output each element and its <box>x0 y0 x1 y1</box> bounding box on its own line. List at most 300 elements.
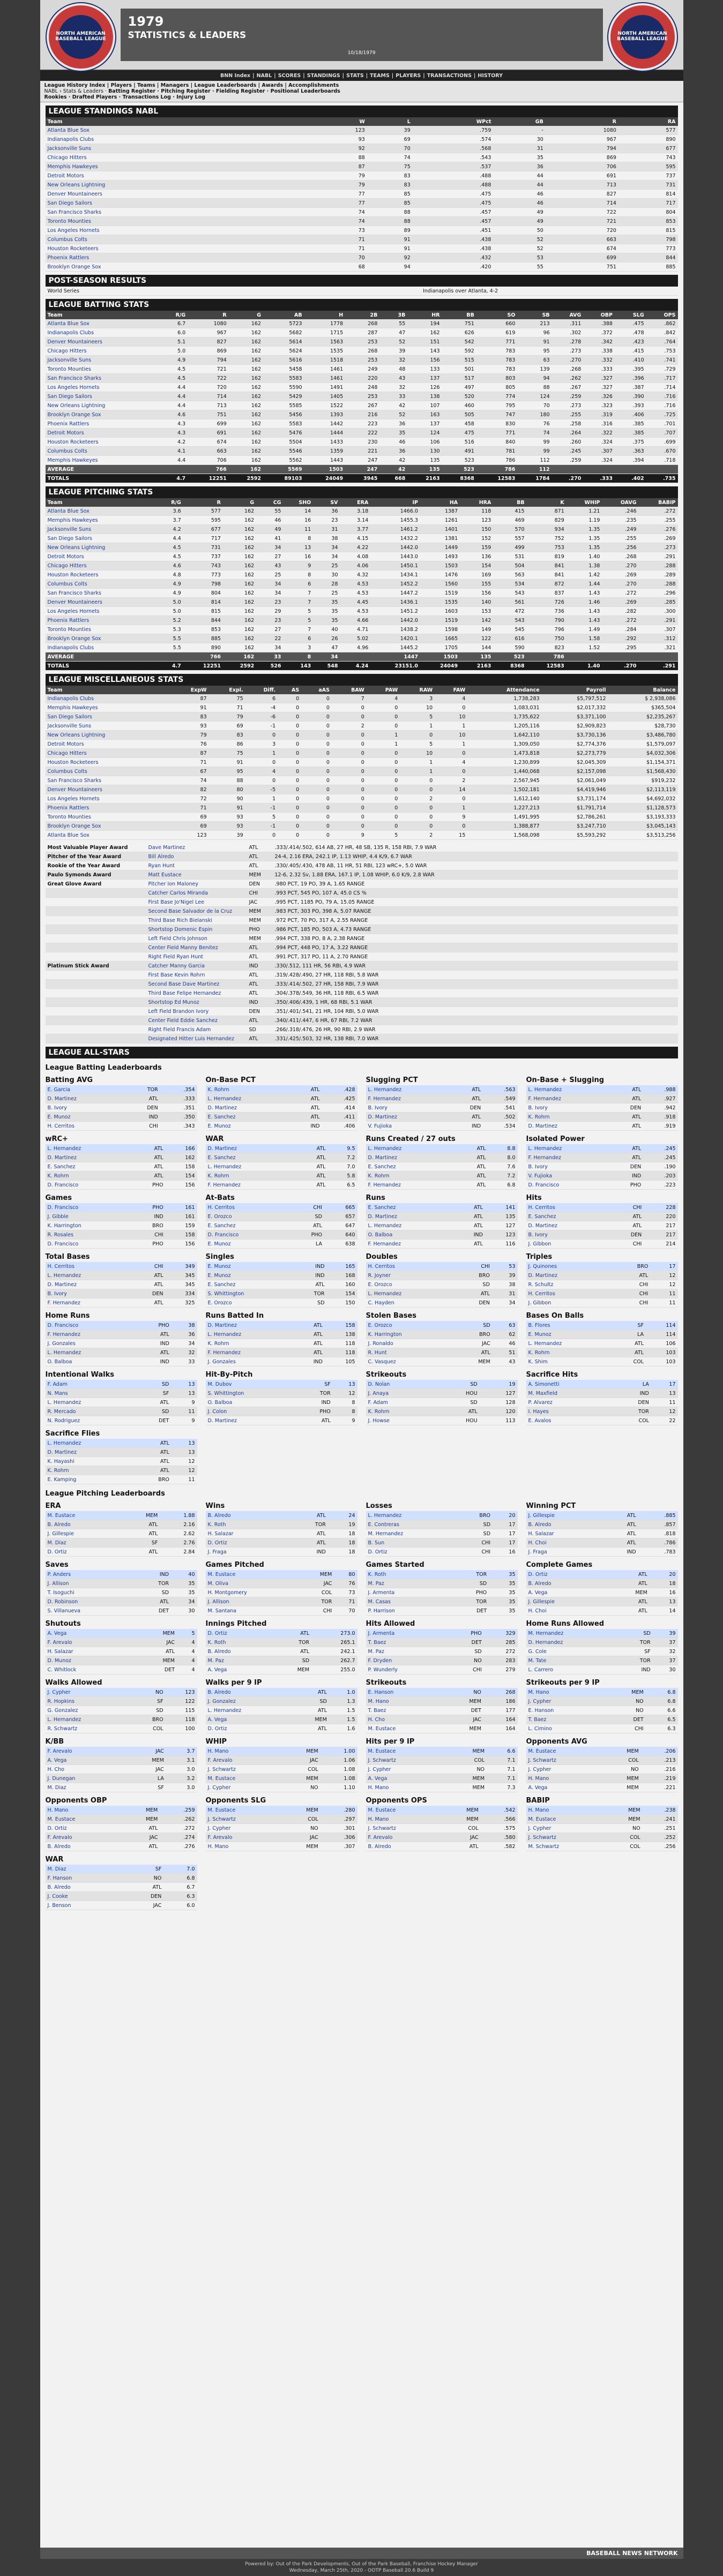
player-link[interactable]: H. Choi <box>526 1606 607 1616</box>
team-abbr[interactable]: ATL <box>604 1529 638 1538</box>
team-abbr[interactable]: DET <box>603 1715 646 1724</box>
nav-scores[interactable]: SCORES <box>278 73 301 79</box>
team-abbr[interactable]: ATL <box>287 1529 328 1538</box>
team-abbr[interactable]: SD <box>457 1529 493 1538</box>
player-link[interactable]: J. Schwartz <box>206 1765 282 1774</box>
player-link[interactable]: B. Ivory <box>526 1162 610 1171</box>
player-link[interactable]: L. Hernandez <box>46 1144 131 1153</box>
team-abbr[interactable]: IND <box>136 1339 172 1348</box>
team-abbr[interactable]: ATL <box>296 1153 327 1162</box>
team-abbr[interactable]: ATL <box>292 1085 322 1094</box>
team-abbr[interactable]: DEN <box>610 1103 644 1113</box>
player-link[interactable]: M. Diaz <box>46 1783 125 1792</box>
player-link[interactable]: L. Hernandez <box>206 1094 292 1103</box>
team-abbr[interactable]: DET <box>135 1606 171 1616</box>
team-abbr[interactable]: ATL <box>292 1688 329 1697</box>
team-abbr[interactable]: DET <box>444 1706 483 1715</box>
team-abbr[interactable]: ATL <box>294 1280 327 1289</box>
player-link[interactable]: B. Ivory <box>46 1289 131 1298</box>
player-link[interactable]: B. Alredo <box>206 1511 287 1520</box>
team-abbr[interactable]: DEN <box>610 1162 644 1171</box>
player-link[interactable]: K. Rohrn <box>46 1171 131 1181</box>
player-link[interactable]: J. Cypher <box>526 1765 602 1774</box>
team-abbr[interactable]: ATL <box>135 1439 172 1448</box>
nav-nabl[interactable]: NABL <box>256 73 272 79</box>
team-abbr[interactable]: MEM <box>446 1774 487 1783</box>
team-abbr[interactable]: SD <box>449 1579 489 1588</box>
award-player-link[interactable]: Bill Alredo <box>146 852 247 861</box>
player-link[interactable]: F. Arevalo <box>46 1747 125 1756</box>
team-abbr[interactable]: TOR <box>299 1597 334 1606</box>
nav-players[interactable]: PLAYERS <box>396 73 421 79</box>
team-abbr[interactable]: TOR <box>449 1570 489 1579</box>
player-link[interactable]: N. Rodriguez <box>46 1416 137 1425</box>
award-team[interactable]: ATL <box>247 1016 273 1025</box>
col-header[interactable]: Payroll <box>542 686 608 694</box>
team-link[interactable]: Houston Rocketeers <box>46 758 169 767</box>
player-link[interactable]: J. Schwartz <box>206 1815 282 1824</box>
team-abbr[interactable]: DEN <box>124 1103 160 1113</box>
team-abbr[interactable]: SD <box>131 1706 165 1715</box>
team-abbr[interactable]: CHI <box>448 1665 484 1674</box>
team-abbr[interactable]: PHO <box>448 1629 484 1638</box>
team-link[interactable]: Memphis Hawkeyes <box>46 703 169 712</box>
team-abbr[interactable]: IND <box>604 1548 638 1557</box>
player-link[interactable]: L. Cimino <box>526 1724 603 1733</box>
player-link[interactable]: H. Salazar <box>206 1529 287 1538</box>
player-link[interactable]: E. Sanchez <box>366 1162 457 1171</box>
team-abbr[interactable]: SD <box>437 1380 480 1389</box>
team-link[interactable]: Houston Rocketeers <box>46 244 308 253</box>
team-abbr[interactable]: TOR <box>618 1656 653 1665</box>
player-link[interactable]: F. Arevalo <box>366 1833 442 1842</box>
team-abbr[interactable]: LA <box>613 1330 646 1339</box>
team-abbr[interactable]: PHO <box>131 1240 165 1249</box>
team-abbr[interactable]: JAC <box>133 1638 177 1647</box>
player-link[interactable]: A. Vega <box>46 1756 125 1765</box>
col-header[interactable]: SLG <box>615 311 646 319</box>
player-link[interactable]: H. Mano <box>206 1747 282 1756</box>
team-abbr[interactable]: ATL <box>456 1289 492 1298</box>
team-abbr[interactable]: ATL <box>610 1085 644 1094</box>
col-header[interactable]: K <box>527 498 567 507</box>
team-abbr[interactable]: IND <box>614 1389 651 1398</box>
team-abbr[interactable]: ATL <box>456 1171 488 1181</box>
player-link[interactable]: K. Rohrn <box>206 1339 294 1348</box>
team-abbr[interactable]: BRO <box>612 1262 651 1271</box>
player-link[interactable]: S. Whittington <box>206 1289 294 1298</box>
player-link[interactable]: M. Eustace <box>46 1815 122 1824</box>
player-link[interactable]: J. Benson <box>46 1901 123 1910</box>
team-abbr[interactable]: ATL <box>607 1597 650 1606</box>
player-link[interactable]: L. Hernandez <box>46 1715 131 1724</box>
team-link[interactable]: Indianapolis Clubs <box>46 694 169 703</box>
award-team[interactable]: SD <box>247 1025 273 1034</box>
player-link[interactable]: D. Ortiz <box>366 1548 457 1557</box>
player-link[interactable]: D. Martinez <box>206 1103 292 1113</box>
team-abbr[interactable]: ATL <box>136 1398 171 1407</box>
award-team[interactable]: IND <box>247 998 273 1007</box>
team-abbr[interactable]: ATL <box>296 1144 327 1153</box>
team-abbr[interactable]: IND <box>294 1262 327 1271</box>
player-link[interactable]: M. Eustace <box>366 1724 444 1733</box>
col-header[interactable]: BAW <box>332 686 367 694</box>
player-link[interactable]: D. Martinez <box>526 1271 612 1280</box>
team-link[interactable]: New Orleans Lightning <box>46 401 161 410</box>
team-link[interactable]: Houston Rocketeers <box>46 438 161 447</box>
team-abbr[interactable]: MEM <box>272 1665 311 1674</box>
col-header[interactable]: aAS <box>301 686 332 694</box>
player-link[interactable]: H. Cerritos <box>366 1262 456 1271</box>
player-link[interactable]: J. Cypher <box>206 1824 282 1833</box>
team-abbr[interactable]: SD <box>454 1321 493 1330</box>
team-abbr[interactable]: IND <box>618 1665 653 1674</box>
team-abbr[interactable]: ATL <box>604 1511 638 1520</box>
team-abbr[interactable]: SF <box>131 1697 165 1706</box>
team-link[interactable]: New Orleans Lightning <box>46 181 308 190</box>
player-link[interactable]: L. Hernandez <box>206 1162 296 1171</box>
player-link[interactable]: E. Kamping <box>46 1475 136 1484</box>
team-abbr[interactable]: MEM <box>446 1783 487 1792</box>
player-link[interactable]: J. Cypher <box>206 1783 282 1792</box>
player-link[interactable]: B. Alredo <box>526 1520 604 1529</box>
team-abbr[interactable]: ATL <box>610 1113 644 1122</box>
team-abbr[interactable]: ATL <box>123 1883 163 1892</box>
team-abbr[interactable]: ATL <box>272 1629 311 1638</box>
award-team[interactable]: ATL <box>247 943 273 952</box>
team-abbr[interactable]: ATL <box>131 1280 165 1289</box>
col-header[interactable]: L <box>367 117 413 126</box>
team-abbr[interactable]: SF <box>613 1321 646 1330</box>
team-abbr[interactable]: JAC <box>123 1901 163 1910</box>
team-abbr[interactable]: ATL <box>131 1298 165 1308</box>
team-abbr[interactable]: SD <box>292 1697 329 1706</box>
team-abbr[interactable]: NO <box>446 1765 487 1774</box>
team-abbr[interactable]: IND <box>294 1271 327 1280</box>
team-abbr[interactable]: MEM <box>121 1511 160 1520</box>
player-link[interactable]: E. Munoz <box>206 1271 294 1280</box>
player-link[interactable]: D. Francisco <box>526 1181 610 1190</box>
player-link[interactable]: H. Salazar <box>526 1529 604 1538</box>
player-link[interactable]: M. Paz <box>206 1656 272 1665</box>
team-abbr[interactable]: ATL <box>453 1203 485 1212</box>
player-link[interactable]: J. Gillespie <box>526 1597 607 1606</box>
team-abbr[interactable]: DEN <box>123 1892 163 1901</box>
player-link[interactable]: J. Gibble <box>46 1212 131 1221</box>
team-abbr[interactable]: PHO <box>136 1321 172 1330</box>
team-abbr[interactable]: ATL <box>293 1330 324 1339</box>
team-link[interactable]: Detroit Motors <box>46 429 161 438</box>
player-link[interactable]: D. Ortiz <box>46 1824 122 1833</box>
col-header[interactable]: WPct <box>413 117 494 126</box>
team-link[interactable]: Atlanta Blue Sox <box>46 126 308 135</box>
team-abbr[interactable]: ATL <box>292 1706 329 1715</box>
team-abbr[interactable]: PHO <box>131 1203 165 1212</box>
player-link[interactable]: C. Hayden <box>366 1298 456 1308</box>
player-link[interactable]: M. Eustace <box>46 1511 122 1520</box>
team-abbr[interactable]: MEM <box>607 1588 650 1597</box>
player-link[interactable]: D. Martinez <box>46 1153 131 1162</box>
team-abbr[interactable]: ATL <box>607 1579 650 1588</box>
col-header[interactable]: OBP <box>583 311 615 319</box>
player-link[interactable]: L. Hernandez <box>206 1706 292 1715</box>
player-link[interactable]: B. Ivory <box>526 1230 607 1240</box>
team-abbr[interactable]: BRO <box>457 1511 493 1520</box>
team-abbr[interactable]: MEM <box>282 1806 320 1815</box>
player-link[interactable]: J. Schwartz <box>526 1833 606 1842</box>
player-link[interactable]: H. Mano <box>526 1774 602 1783</box>
team-abbr[interactable]: NO <box>606 1824 643 1833</box>
team-abbr[interactable]: CHI <box>131 1262 165 1271</box>
team-abbr[interactable]: CHI <box>612 1289 651 1298</box>
player-link[interactable]: L. Hernandez <box>46 1348 136 1357</box>
player-link[interactable]: M. Dubov <box>206 1380 299 1389</box>
team-abbr[interactable]: MEM <box>442 1815 481 1824</box>
player-link[interactable]: K. Rohrn <box>366 1171 457 1181</box>
team-abbr[interactable]: SF <box>136 1389 171 1398</box>
award-player-link[interactable]: Catcher Carlos Miranda <box>146 889 247 898</box>
col-header[interactable]: BB <box>442 311 476 319</box>
player-link[interactable]: L. Hernandez <box>526 1144 610 1153</box>
col-header[interactable]: Expl. <box>209 686 245 694</box>
player-link[interactable]: H. Cerritos <box>206 1203 289 1212</box>
player-link[interactable]: G. Cole <box>526 1647 618 1656</box>
player-link[interactable]: F. Adam <box>366 1398 437 1407</box>
team-abbr[interactable]: LA <box>614 1380 651 1389</box>
player-link[interactable]: O. Balboa <box>46 1357 136 1366</box>
team-abbr[interactable]: ATL <box>131 1144 165 1153</box>
team-abbr[interactable]: IND <box>298 1398 333 1407</box>
player-link[interactable]: E. Orozco <box>206 1298 294 1308</box>
team-abbr[interactable]: NO <box>131 1688 165 1697</box>
award-team[interactable]: ATL <box>247 1034 273 1043</box>
team-abbr[interactable]: SD <box>618 1629 653 1638</box>
player-link[interactable]: B. Alredo <box>46 1842 122 1851</box>
team-abbr[interactable]: NO <box>602 1765 641 1774</box>
player-link[interactable]: D. Francisco <box>206 1230 289 1240</box>
team-abbr[interactable]: CHI <box>124 1122 160 1131</box>
player-link[interactable]: L. Hernandez <box>366 1085 450 1094</box>
team-abbr[interactable]: NO <box>123 1874 163 1883</box>
col-header[interactable]: Balance <box>608 686 678 694</box>
award-player-link[interactable]: First Base Jo'Nigel Lee <box>146 898 247 907</box>
team-abbr[interactable]: ATL <box>613 1348 646 1357</box>
team-abbr[interactable]: ATL <box>453 1221 485 1230</box>
team-abbr[interactable]: MEM <box>125 1756 166 1765</box>
player-link[interactable]: D. Francisco <box>46 1181 131 1190</box>
player-link[interactable]: K. Harrington <box>46 1221 131 1230</box>
award-player-link[interactable]: Left Field Chris Johnson <box>146 934 247 943</box>
team-link[interactable]: San Francisco Sharks <box>46 374 161 383</box>
team-link[interactable]: Phoenix Rattlers <box>46 803 169 813</box>
team-abbr[interactable]: ATL <box>121 1842 160 1851</box>
col-header[interactable]: H <box>304 311 346 319</box>
player-link[interactable]: K. Rohrn <box>46 1466 136 1475</box>
team-link[interactable]: Indianapolis Clubs <box>46 135 308 144</box>
team-abbr[interactable]: MEM <box>444 1724 483 1733</box>
award-team[interactable]: MEM <box>247 916 273 925</box>
team-abbr[interactable]: NO <box>448 1656 484 1665</box>
award-team[interactable]: ATL <box>247 989 273 998</box>
team-abbr[interactable]: ATL <box>437 1407 480 1416</box>
player-link[interactable]: E. Hanson <box>526 1706 603 1715</box>
team-abbr[interactable]: ATL <box>607 1221 644 1230</box>
award-player-link[interactable]: Designated Hitter Luis Hernandez <box>146 1034 247 1043</box>
player-link[interactable]: J. Colon <box>206 1407 299 1416</box>
team-link[interactable]: Chicago Hitters <box>46 561 158 570</box>
team-abbr[interactable]: DEN <box>456 1298 492 1308</box>
col-header[interactable]: GB <box>493 117 545 126</box>
team-link[interactable]: Columbus Colts <box>46 767 169 776</box>
award-player-link[interactable]: Third Base Rich Bielanski <box>146 916 247 925</box>
award-team[interactable]: ATL <box>247 952 273 962</box>
team-link[interactable]: Toronto Mounties <box>46 813 169 822</box>
subnav-links-extra[interactable]: Rookies · Drafted Players · Transactions Log · Injury Log <box>44 94 206 100</box>
team-abbr[interactable]: MEM <box>444 1697 483 1706</box>
team-abbr[interactable]: LA <box>125 1774 166 1783</box>
team-abbr[interactable]: ATL <box>450 1094 483 1103</box>
player-link[interactable]: J. Gonzales <box>46 1339 136 1348</box>
player-link[interactable]: D. Ortiz <box>206 1629 272 1638</box>
award-player-link[interactable]: Dave Martinez <box>146 843 247 852</box>
team-abbr[interactable]: ATL <box>610 1094 644 1103</box>
team-link[interactable]: Brooklyn Orange Sox <box>46 262 308 272</box>
player-link[interactable]: J. Cypher <box>526 1697 603 1706</box>
team-abbr[interactable]: IND <box>287 1548 328 1557</box>
team-abbr[interactable]: ATL <box>610 1153 644 1162</box>
player-link[interactable]: D. Francisco <box>46 1240 131 1249</box>
player-link[interactable]: D. Ortiz <box>526 1570 607 1579</box>
col-header[interactable]: ERA <box>340 498 371 507</box>
team-abbr[interactable]: ATL <box>121 1529 160 1538</box>
team-abbr[interactable]: ATL <box>298 1416 333 1425</box>
team-abbr[interactable]: ATL <box>456 1162 488 1171</box>
col-header[interactable]: OPS <box>646 311 678 319</box>
player-link[interactable]: E. Orozco <box>366 1280 456 1289</box>
player-link[interactable]: B. Alredo <box>366 1842 442 1851</box>
player-link[interactable]: K. Hayashi <box>46 1457 136 1466</box>
team-abbr[interactable]: MEM <box>292 1715 329 1724</box>
team-abbr[interactable]: ATL <box>272 1647 311 1656</box>
team-link[interactable]: Atlanta Blue Sox <box>46 831 169 840</box>
player-link[interactable]: M. Diaz <box>46 1538 122 1548</box>
team-link[interactable]: Houston Rocketeers <box>46 570 158 580</box>
team-abbr[interactable]: ATL <box>293 1321 324 1330</box>
team-abbr[interactable]: ATL <box>288 1221 324 1230</box>
col-header[interactable]: R <box>546 117 618 126</box>
team-abbr[interactable]: NO <box>282 1783 320 1792</box>
col-header[interactable]: AB <box>263 311 304 319</box>
team-abbr[interactable]: NO <box>603 1706 646 1715</box>
team-abbr[interactable]: ATL <box>610 1122 644 1131</box>
award-team[interactable]: PHO <box>247 925 273 934</box>
team-abbr[interactable]: MEM <box>442 1806 481 1815</box>
team-abbr[interactable]: IND <box>136 1357 172 1366</box>
team-link[interactable]: Denver Mountaineers <box>46 190 308 199</box>
col-header[interactable]: AVG <box>552 311 584 319</box>
award-team[interactable]: ATL <box>247 980 273 989</box>
player-link[interactable]: J. Dunegan <box>46 1774 125 1783</box>
team-abbr[interactable]: CHI <box>603 1724 646 1733</box>
team-abbr[interactable]: DEN <box>450 1103 483 1113</box>
team-abbr[interactable]: BRO <box>454 1330 493 1339</box>
team-abbr[interactable]: ATL <box>453 1240 485 1249</box>
team-abbr[interactable]: COL <box>614 1416 651 1425</box>
player-link[interactable]: L. Hernandez <box>366 1221 454 1230</box>
team-abbr[interactable]: ATL <box>135 1466 172 1475</box>
player-link[interactable]: J. Gonzalez <box>206 1697 292 1706</box>
player-link[interactable]: F. Hernandez <box>526 1094 610 1103</box>
team-abbr[interactable]: BRO <box>131 1221 165 1230</box>
player-link[interactable]: B. Alredo <box>206 1647 272 1656</box>
player-link[interactable]: T. Baez <box>366 1706 444 1715</box>
team-abbr[interactable]: MEM <box>121 1815 160 1824</box>
player-link[interactable]: B. Ivory <box>526 1103 610 1113</box>
col-header[interactable]: 2B <box>345 311 379 319</box>
player-link[interactable]: D. Martinez <box>206 1144 296 1153</box>
player-link[interactable]: M. Hernandez <box>366 1529 457 1538</box>
team-link[interactable]: Memphis Hawkeyes <box>46 162 308 171</box>
team-abbr[interactable]: ATL <box>292 1094 322 1103</box>
team-link[interactable]: San Francisco Sharks <box>46 208 308 217</box>
award-team[interactable]: MEM <box>247 907 273 916</box>
player-link[interactable]: L. Hernandez <box>366 1289 456 1298</box>
player-link[interactable]: D. Martinez <box>206 1416 299 1425</box>
award-player-link[interactable]: Center Field Manny Benitez <box>146 943 247 952</box>
team-abbr[interactable]: SF <box>298 1380 333 1389</box>
player-link[interactable]: K. Rohrn <box>206 1085 292 1094</box>
team-abbr[interactable]: SD <box>136 1380 171 1389</box>
team-abbr[interactable]: CHI <box>607 1203 644 1212</box>
team-abbr[interactable]: ATL <box>296 1171 327 1181</box>
team-abbr[interactable]: ATL <box>135 1597 171 1606</box>
player-link[interactable]: H. Cerritos <box>46 1122 124 1131</box>
player-link[interactable]: D. Robinson <box>46 1597 135 1606</box>
award-team[interactable]: JAC <box>247 898 273 907</box>
player-link[interactable]: H. Mano <box>46 1806 122 1815</box>
team-link[interactable]: Brooklyn Orange Sox <box>46 822 169 831</box>
player-link[interactable]: O. Balboa <box>366 1230 454 1240</box>
player-link[interactable]: E. Orozco <box>366 1321 455 1330</box>
player-link[interactable]: J. Cypher <box>46 1688 131 1697</box>
player-link[interactable]: D. Martinez <box>366 1113 450 1122</box>
player-link[interactable]: E. Sanchez <box>206 1153 296 1162</box>
player-link[interactable]: P. Anders <box>46 1570 135 1579</box>
team-link[interactable]: Memphis Hawkeyes <box>46 516 158 525</box>
player-link[interactable]: K. Roth <box>206 1638 272 1647</box>
team-abbr[interactable]: ATL <box>604 1538 638 1548</box>
award-player-link[interactable]: Matt Eustace <box>146 870 247 880</box>
team-abbr[interactable]: ATL <box>456 1153 488 1162</box>
team-link[interactable]: Phoenix Rattlers <box>46 253 308 262</box>
player-link[interactable]: D. Martinez <box>526 1221 607 1230</box>
team-link[interactable]: Los Angeles Hornets <box>46 383 161 392</box>
player-link[interactable]: J. Schwartz <box>366 1756 446 1765</box>
award-team[interactable]: DEN <box>247 1007 273 1016</box>
player-link[interactable]: E. Munoz <box>206 1262 294 1271</box>
team-abbr[interactable]: PHO <box>610 1181 644 1190</box>
team-abbr[interactable]: CHI <box>131 1230 165 1240</box>
team-abbr[interactable]: LA <box>288 1240 324 1249</box>
player-link[interactable]: H. Mano <box>526 1806 606 1815</box>
player-link[interactable]: F. Hernandez <box>206 1181 296 1190</box>
team-abbr[interactable]: DEN <box>131 1289 165 1298</box>
award-player-link[interactable]: Center Field Eddie Sanchez <box>146 1016 247 1025</box>
team-abbr[interactable]: ATL <box>135 1457 172 1466</box>
player-link[interactable]: A. Vega <box>206 1715 292 1724</box>
team-abbr[interactable]: ATL <box>131 1153 165 1162</box>
nav-standings[interactable]: STANDINGS <box>307 73 340 79</box>
